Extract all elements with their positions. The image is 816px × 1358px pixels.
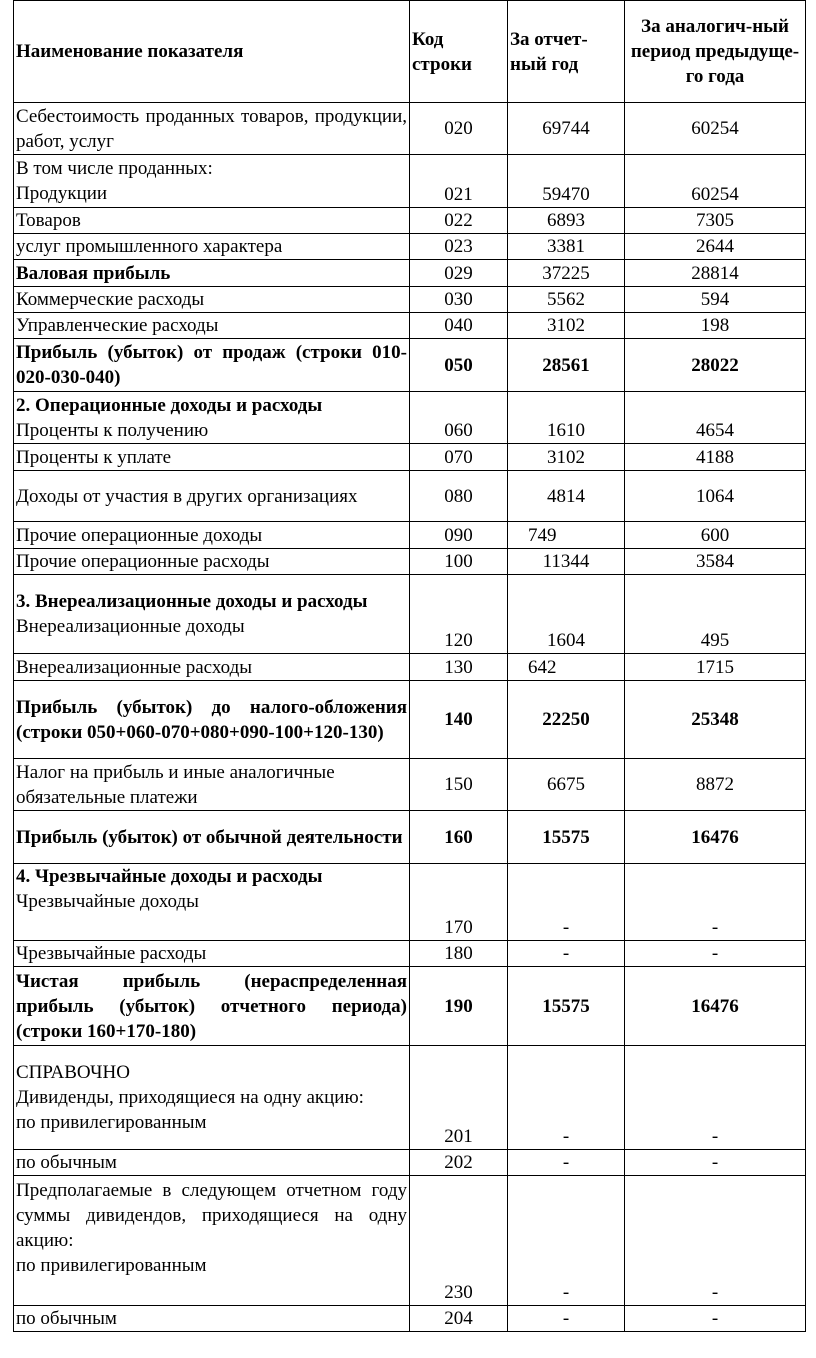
row-previous: 4188: [625, 444, 806, 471]
table-row: [14, 208, 806, 234]
row-previous: 594: [625, 287, 806, 313]
row-code: 160: [410, 811, 508, 864]
row-name: [14, 155, 410, 208]
row-code: 202: [410, 1150, 508, 1176]
row-previous: 16476: [625, 967, 806, 1046]
table-row: [14, 967, 806, 1046]
row-previous: 25348: [625, 681, 806, 759]
row-name: Прочие операционные расходы: [14, 549, 410, 575]
row-name: [14, 392, 410, 444]
header-previous-year: За аналогич-ный период предыдуще-го года: [625, 1, 806, 103]
row-current: 3102: [508, 444, 625, 471]
row-name: Чрезвычайные расходы: [14, 941, 410, 967]
section-heading: 2. Операционные доходы и расходы: [16, 394, 323, 416]
table-row: [14, 681, 806, 759]
row-name: Валовая прибыль: [14, 260, 410, 287]
row-current: 749: [508, 522, 625, 549]
row-previous: 4654: [625, 392, 806, 444]
row-code: 029: [410, 260, 508, 287]
row-code: 020: [410, 103, 508, 155]
row-code: 130: [410, 654, 508, 681]
table-row: [14, 759, 806, 811]
row-name: услуг промышленного характера: [14, 234, 410, 260]
row-code: 021: [410, 155, 508, 208]
row-current: 59470: [508, 155, 625, 208]
financial-results-table: [13, 0, 806, 1332]
table-row: [14, 103, 806, 155]
table-row: [14, 287, 806, 313]
header-name: Наименование показателя: [14, 1, 410, 103]
row-code: 201: [410, 1046, 508, 1150]
row-previous: 495: [625, 575, 806, 654]
row-current: 6893: [508, 208, 625, 234]
row-previous: 60254: [625, 155, 806, 208]
row-previous: 3584: [625, 549, 806, 575]
table-row: [14, 339, 806, 392]
row-code: 023: [410, 234, 508, 260]
table-row: [14, 654, 806, 681]
table-row: [14, 1046, 806, 1150]
table-row: [14, 155, 806, 208]
row-current: 69744: [508, 103, 625, 155]
row-code: 180: [410, 941, 508, 967]
row-code: 150: [410, 759, 508, 811]
row-current: 6675: [508, 759, 625, 811]
row-name-line: Чрезвычайные доходы: [16, 891, 199, 912]
row-previous: 1715: [625, 654, 806, 681]
row-name: Товаров: [14, 208, 410, 234]
row-current: -: [508, 864, 625, 941]
row-name: по обычным: [14, 1150, 410, 1176]
table-row: [14, 864, 806, 941]
row-previous: 8872: [625, 759, 806, 811]
row-previous: 7305: [625, 208, 806, 234]
row-current: -: [508, 1150, 625, 1176]
row-name: [14, 864, 410, 941]
table-row: [14, 1176, 806, 1306]
row-current: 5562: [508, 287, 625, 313]
row-current: 28561: [508, 339, 625, 392]
row-code: 080: [410, 471, 508, 522]
row-name: Доходы от участия в других организациях: [14, 471, 410, 522]
row-current: -: [508, 1306, 625, 1332]
row-name-line: Продукции: [16, 183, 108, 204]
header-row: [14, 1, 806, 103]
row-name: [14, 575, 410, 654]
row-current: 37225: [508, 260, 625, 287]
row-code: 022: [410, 208, 508, 234]
section-heading: 3. Внереализационные доходы и расходы: [16, 591, 368, 612]
row-current: 1610: [508, 392, 625, 444]
table-row: [14, 313, 806, 339]
row-name: Прибыль (убыток) от продаж (строки 010-020-030-040): [14, 339, 410, 392]
table-row: [14, 575, 806, 654]
row-code: 170: [410, 864, 508, 941]
row-name-line: В том числе проданных:: [16, 158, 213, 179]
table-row: [14, 444, 806, 471]
row-code: 090: [410, 522, 508, 549]
row-current: 4814: [508, 471, 625, 522]
row-previous: -: [625, 1306, 806, 1332]
row-previous: -: [625, 1150, 806, 1176]
row-previous: 60254: [625, 103, 806, 155]
row-current: 15575: [508, 811, 625, 864]
row-name: Прибыль (убыток) от обычной деятельности: [14, 811, 410, 864]
row-name: Проценты к уплате: [14, 444, 410, 471]
row-name: [14, 1176, 410, 1306]
row-current: -: [508, 1046, 625, 1150]
table-row: [14, 549, 806, 575]
row-code: 060: [410, 392, 508, 444]
row-name-line: Внереализационные доходы: [16, 616, 245, 637]
row-previous: 28814: [625, 260, 806, 287]
row-current: 3381: [508, 234, 625, 260]
row-current: 1604: [508, 575, 625, 654]
row-code: 140: [410, 681, 508, 759]
table-row: [14, 471, 806, 522]
row-previous: -: [625, 864, 806, 941]
row-current: 15575: [508, 967, 625, 1046]
row-code: 100: [410, 549, 508, 575]
row-name: Коммерческие расходы: [14, 287, 410, 313]
row-previous: 28022: [625, 339, 806, 392]
table-row: [14, 1306, 806, 1332]
row-previous: 600: [625, 522, 806, 549]
row-name: Управленческие расходы: [14, 313, 410, 339]
row-previous: 2644: [625, 234, 806, 260]
table-row: [14, 1150, 806, 1176]
row-current: 3102: [508, 313, 625, 339]
row-previous: -: [625, 1176, 806, 1306]
row-name: Прочие операционные доходы: [14, 522, 410, 549]
row-name-line: Дивиденды, приходящиеся на одну акцию:: [16, 1087, 364, 1108]
row-name-line: по привилегированным: [16, 1255, 207, 1276]
row-name: Чистая прибыль (нераспределенная прибыль (убыток) отчетного периода) (строки 160+170-180): [14, 967, 410, 1046]
row-name: [14, 1046, 410, 1150]
row-previous: 16476: [625, 811, 806, 864]
section-heading: 4. Чрезвычайные доходы и расходы: [16, 866, 323, 887]
row-code: 030: [410, 287, 508, 313]
row-code: 120: [410, 575, 508, 654]
row-name: Себестоимость проданных товаров, продукции, работ, услуг: [14, 103, 410, 155]
row-name: Налог на прибыль и иные аналогичные обязательные платежи: [14, 759, 410, 811]
table-row: [14, 941, 806, 967]
row-code: 070: [410, 444, 508, 471]
row-name-line: по привилегированным: [16, 1112, 207, 1133]
row-name-line: СПРАВОЧНО: [16, 1062, 130, 1083]
table-row: [14, 522, 806, 549]
row-current: 11344: [508, 549, 625, 575]
row-name: Прибыль (убыток) до налого-обложения (строки 050+060-070+080+090-100+120-130): [14, 681, 410, 759]
row-code: 040: [410, 313, 508, 339]
row-current: 642: [508, 654, 625, 681]
row-current: -: [508, 1176, 625, 1306]
row-previous: 198: [625, 313, 806, 339]
table-row: [14, 234, 806, 260]
row-name-line: Предполагаемые в следующем отчетном году суммы дивидендов, приходящиеся на одну акцию:: [16, 1180, 407, 1251]
table-row: [14, 811, 806, 864]
row-name-spacer: [16, 1278, 407, 1303]
header-code: Код строки: [410, 1, 508, 103]
row-name: Внереализационные расходы: [14, 654, 410, 681]
row-code: 050: [410, 339, 508, 392]
row-previous: -: [625, 1046, 806, 1150]
header-current-year: За отчет-ный год: [508, 1, 625, 103]
row-code: 204: [410, 1306, 508, 1332]
table-row: [14, 260, 806, 287]
row-code: 190: [410, 967, 508, 1046]
table-row: [14, 392, 806, 444]
row-previous: 1064: [625, 471, 806, 522]
row-current: 22250: [508, 681, 625, 759]
row-name: по обычным: [14, 1306, 410, 1332]
row-name-line: Проценты к получению: [16, 419, 209, 441]
row-current: -: [508, 941, 625, 967]
row-code: 230: [410, 1176, 508, 1306]
row-previous: -: [625, 941, 806, 967]
